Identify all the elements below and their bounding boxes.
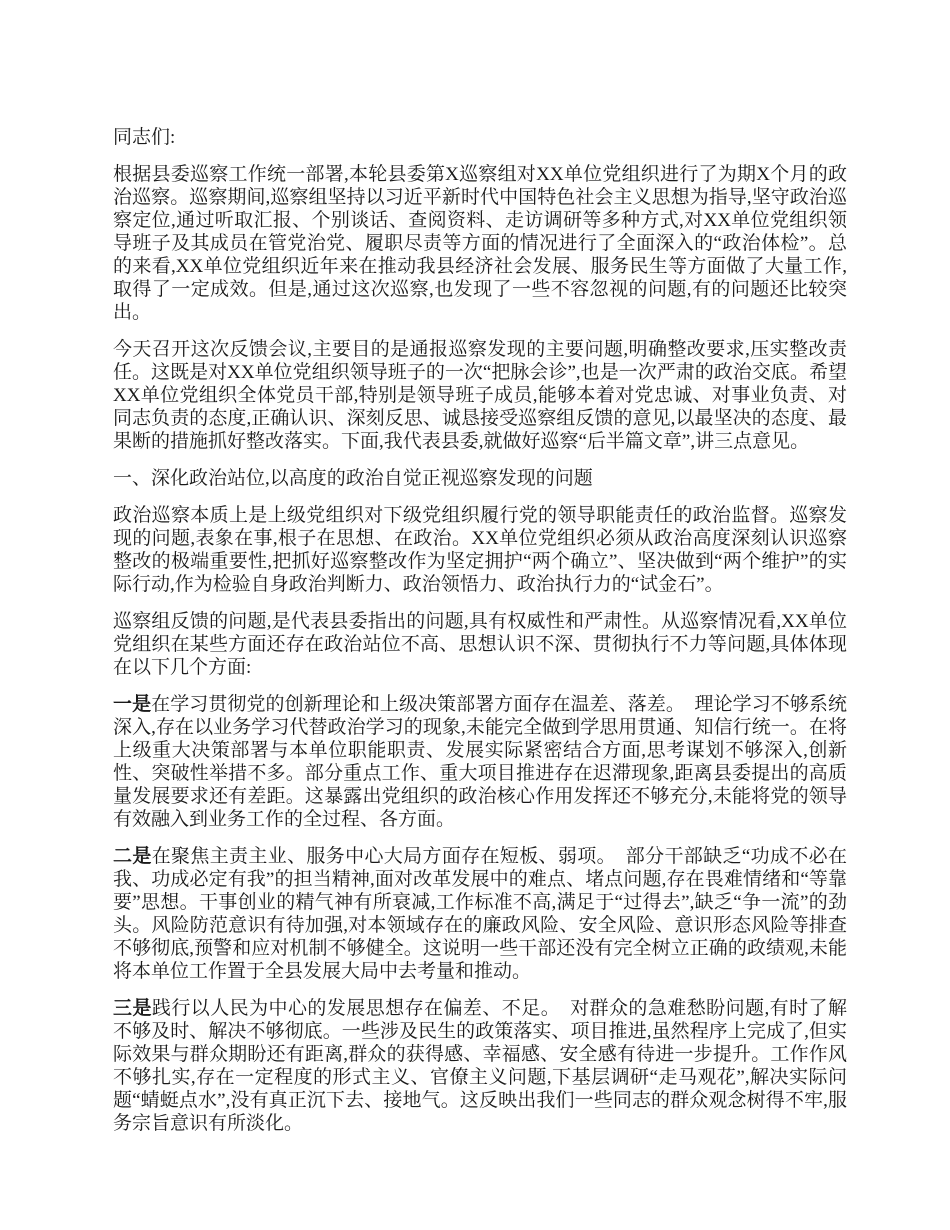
finding-paragraph-2: [113, 845, 847, 983]
finding-3-text: 践行以人民为中心的发展思想存在偏差、不足。 对群众的急难愁盼问题,有时了解不够及时、解决不够彻底。一些涉及民生的政策落实、项目推进,虽然程序上完成了,但实际效果与群众期盼还有距离,群众的获得感、幸福感、安全感有待进一步提升。工作作风不够扎实,存在一定程度的形式主义、官僚主义问题,下基层调研“走马观花”,解决实际问题“蜻蜓点水”,没有真正沉下去、接地气。这反映出我们一些同志的群众观念树得不牢,服务宗旨意识有所淡化。: [113, 998, 847, 1134]
paragraph-inspection-nature: 政治巡察本质上是上级党组织对下级党组织履行党的领导职能责任的政治监督。巡察发现的问题,表象在事,根子在思想、在政治。XX单位党组织必须从政治高度深刻认识巡察整改的极端重要性,把抓好巡察整改作为坚定拥护“两个确立”、坚决做到“两个维护”的实际行动,作为检验自身政治判断力、政治领悟力、政治执行力的“试金石”。: [113, 505, 847, 595]
finding-2-lead: 二是: [113, 846, 152, 867]
finding-2-text: 在聚焦主责主业、服务中心大局方面存在短板、弱项。 部分干部缺乏“功成不必在我、功成必定有我”的担当精神,面对改革发展中的难点、堵点问题,存在畏难情绪和“等靠要”思想。干事创业的精气神有所衰减,工作标准不高,满足于“过得去”,缺乏“争一流”的劲头。风险防范意识有待加强,对本领域存在的廉政风险、安全风险、意识形态风险等排查不够彻底,预警和应对机制不够健全。这说明一些干部还没有完全树立正确的政绩观,未能将本单位工作置于全县发展大局中去考量和推动。: [113, 846, 847, 982]
paragraph-opening: 根据县委巡察工作统一部署,本轮县委第X巡察组对XX单位党组织进行了为期X个月的政治巡察。巡察期间,巡察组坚持以习近平新时代中国特色社会主义思想为指导,坚守政治巡察定位,通过听取汇报、个别谈话、查阅资料、走访调研等多种方式,对XX单位党组织领导班子及其成员在管党治党、履职尽责等方面的情况进行了全面深入的“政治体检”。总的来看,XX单位党组织近年来在推动我县经济社会发展、服务民生等方面做了大量工作,取得了一定成效。但是,通过这次巡察,也发现了一些不容忽视的问题,有的问题还比较突出。: [113, 164, 847, 323]
salutation: 同志们:: [113, 127, 176, 148]
paragraph-feedback-overview: 巡察组反馈的问题,是代表县委指出的问题,具有权威性和严肃性。从巡察情况看,XX单位党组织在某些方面还存在政治站位不高、思想认识不深、贯彻执行不力等问题,具体体现在以下几个方面:: [113, 611, 847, 678]
section-one-heading: 一、深化政治站位,以高度的政治自觉正视巡察发现的问题: [113, 468, 593, 489]
finding-1-lead: 一是: [113, 694, 152, 715]
finding-1-text: 在学习贯彻党的创新理论和上级决策部署方面存在温差、落差。 理论学习不够系统深入,存在以业务学习代替政治学习的现象,未能完全做到学思用贯通、知信行统一。在将上级重大决策部署与本单位职能职责、发展实际紧密结合方面,思考谋划不够深入,创新性、突破性举措不多。部分重点工作、重大项目推进存在迟滞现象,距离县委提出的高质量发展要求还有差距。这暴露出党组织的政治核心作用发挥还不够充分,未能将党的领导有效融入到业务工作的全过程、各方面。: [113, 694, 847, 830]
finding-paragraph-3: [113, 997, 847, 1135]
paragraph-meeting-purpose: 今天召开这次反馈会议,主要目的是通报巡察发现的主要问题,明确整改要求,压实整改责任。这既是对XX单位党组织领导班子的一次“把脉会诊”,也是一次严肃的政治交底。希望XX单位党组织全体党员干部,特别是领导班子成员,能够本着对党忠诚、对事业负责、对同志负责的态度,正确认识、深刻反思、诚恳接受巡察组反馈的意见,以最坚决的态度、最果断的措施抓好整改落实。下面,我代表县委,就做好巡察“后半篇文章”,讲三点意见。: [113, 339, 847, 452]
document-page: [113, 126, 847, 1149]
finding-paragraph-1: [113, 693, 847, 831]
finding-3-lead: 三是: [113, 998, 152, 1019]
